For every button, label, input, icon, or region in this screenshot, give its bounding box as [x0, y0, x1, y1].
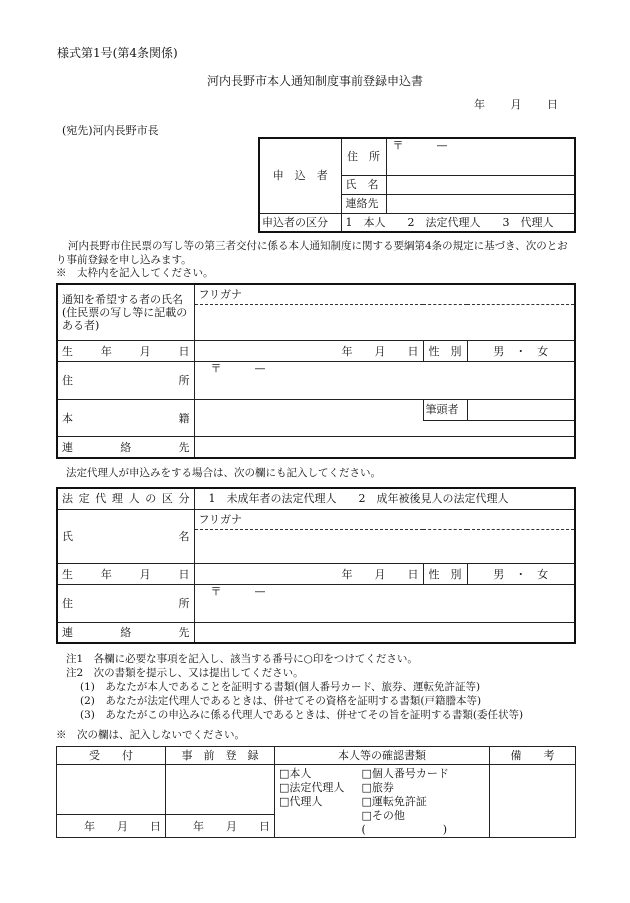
notify-address-field[interactable] — [194, 362, 575, 400]
notify-person-table — [56, 283, 576, 459]
applicant-table — [258, 137, 576, 233]
legal-rep-address-label: 住所 — [57, 584, 194, 622]
person-type-self: □本人 — [279, 767, 312, 780]
birth-field[interactable]: 年 月 日 — [194, 341, 423, 362]
legal-rep-category-label: 法定代理人の区分 — [57, 488, 194, 509]
office-note: ※ 次の欄は、記入しないでください。 — [56, 729, 245, 741]
contact-field[interactable] — [386, 194, 575, 213]
legal-rep-furigana-field[interactable] — [194, 509, 575, 529]
legal-rep-category-options[interactable]: 1 未成年者の法定代理人 2 成年被後見人の法定代理人 — [194, 488, 575, 509]
note-2-item-1: (1) あなたが本人であることを証明する書類(個人番号カード、旅券、運転免許証等) — [80, 681, 481, 693]
furigana-field[interactable] — [194, 284, 575, 305]
pre-registration-date: 年 月 日 — [166, 815, 275, 838]
addressee: (宛先)河内長野市長 — [62, 124, 159, 137]
reception-header: 受 付 — [57, 747, 166, 765]
postal-mark: 〒 — — [210, 362, 266, 376]
notify-contact-field[interactable] — [194, 437, 575, 458]
category-options[interactable]: 1 本人 2 法定代理人 3 代理人 — [341, 213, 575, 232]
id-docs-header: 本人等の確認書類 — [275, 747, 490, 765]
reception-cell — [57, 765, 166, 815]
date-line — [474, 96, 558, 112]
note-1: 注1 各欄に必要な事項を記入し、該当する番号に○印をつけてください。 — [66, 653, 418, 665]
page-title: 河内長野市本人通知制度事前登録申込書 — [206, 74, 423, 88]
address-label: 住 所 — [341, 138, 386, 175]
notify-contact-label: 連絡先 — [57, 437, 194, 458]
contact-label: 連絡先 — [341, 194, 386, 213]
date-month: 月 — [510, 98, 522, 111]
legal-rep-sex-label: 性 別 — [423, 564, 467, 584]
legal-rep-name-field[interactable] — [194, 530, 575, 564]
doc-types — [358, 765, 490, 838]
domicile-field[interactable] — [194, 399, 423, 420]
legal-rep-contact-field[interactable] — [194, 623, 575, 643]
remarks-header: 備 考 — [490, 747, 576, 765]
pre-registration-header: 事 前 登 録 — [166, 747, 275, 765]
person-type-agent: □代理人 — [279, 795, 323, 808]
doc-type-passport: □旅券 — [361, 781, 394, 794]
legal-rep-birth-field[interactable]: 年 月 日 — [194, 564, 423, 584]
head-field[interactable] — [467, 399, 575, 420]
instruction-text: ※ 太枠内を記入してください。 — [56, 267, 214, 279]
notify-address-label: 住所 — [57, 362, 194, 400]
category-label: 申込者の区分 — [259, 213, 341, 232]
furigana-label: フリガナ — [198, 512, 242, 526]
postal-mark: 〒 — — [392, 139, 448, 152]
sex-options[interactable]: 男 ・ 女 — [467, 341, 575, 362]
legal-rep-note: 法定代理人が申込みをする場合は、次の欄にも記入してください。 — [66, 467, 381, 479]
date-day: 日 — [547, 98, 558, 111]
name-field[interactable] — [386, 175, 575, 194]
reception-date: 年 月 日 — [57, 815, 166, 838]
pre-registration-cell — [166, 765, 275, 815]
birth-label: 生年月日 — [57, 341, 194, 362]
note-2-item-3: (3) あなたがこの申込みに係る代理人であるときは、併せてその旨を証明する書類(委任状等) — [80, 709, 524, 721]
legal-rep-contact-label: 連絡先 — [57, 623, 194, 643]
office-table — [56, 746, 576, 838]
domicile-label: 本籍 — [57, 399, 194, 437]
furigana-label: フリガナ — [198, 288, 242, 302]
legal-rep-birth-label: 生年月日 — [57, 564, 194, 584]
applicant-label: 申 込 者 — [259, 138, 341, 213]
doc-type-other: □その他( ) — [361, 809, 448, 836]
head-label: 筆頭者 — [423, 399, 467, 420]
legal-rep-table — [56, 487, 576, 644]
doc-type-my-number: □個人番号カード — [361, 767, 449, 780]
address-field[interactable] — [386, 138, 575, 175]
person-types — [275, 765, 358, 838]
notify-name-label: 通知を希望する者の氏名(住民票の写し等に記載のある者) — [57, 284, 194, 341]
domicile-field-cont[interactable] — [194, 420, 575, 437]
note-2: 注2 次の書類を提示し、又は提出してください。 — [66, 667, 304, 679]
date-year: 年 — [474, 98, 485, 111]
legal-rep-name-label: 氏名 — [57, 509, 194, 564]
intro-text: 河内長野市住民票の写し等の第三者交付に係る本人通知制度に関する要綱第4条の規定に基づき、次のとおり事前登録を申し込みます。 — [56, 240, 568, 266]
form-code: 様式第1号(第4条関係) — [57, 46, 178, 60]
remarks-cell — [490, 765, 576, 838]
legal-rep-sex-options[interactable]: 男 ・ 女 — [467, 564, 575, 584]
postal-mark: 〒 — — [210, 584, 266, 598]
notify-name-field[interactable] — [194, 305, 575, 341]
name-label: 氏 名 — [341, 175, 386, 194]
person-type-legal-rep: □法定代理人 — [279, 781, 345, 794]
legal-rep-address-field[interactable] — [194, 584, 575, 622]
doc-type-license: □運転免許証 — [361, 795, 427, 808]
note-2-item-2: (2) あなたが法定代理人であるときは、併せてその資格を証明する書類(戸籍謄本等) — [80, 695, 482, 707]
sex-label: 性 別 — [423, 341, 467, 362]
